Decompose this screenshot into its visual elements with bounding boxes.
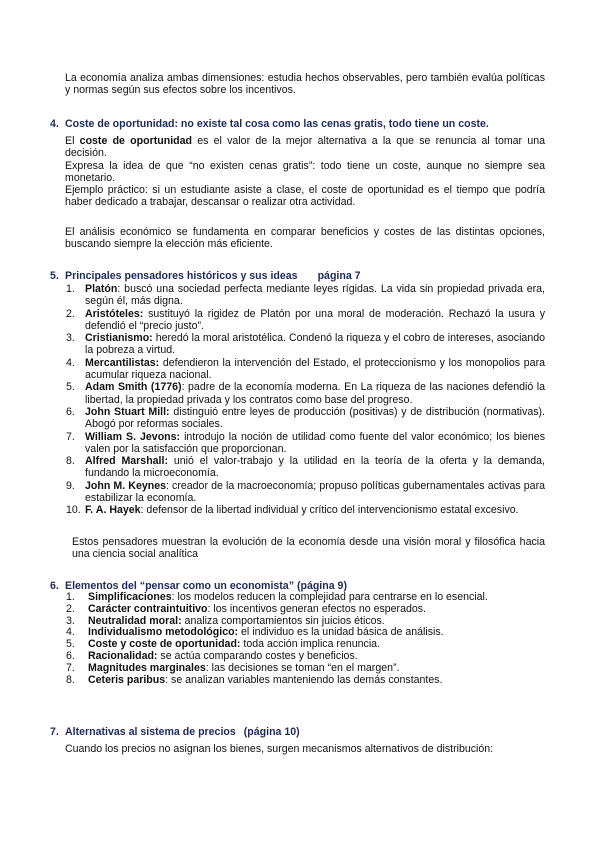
list-item-number: 1. [66,591,75,603]
section-4-paragraph-2: Expresa la idea de que “no existen cenas gratis”: todo tiene un coste, aunque no siempre sea monetario. [65,159,545,184]
list-item-description: defendieron la intervención del Estado, el proteccionismo y los monopolios para acumular riqueza nacional. [85,356,545,382]
thinkers-list [66,283,545,517]
list-item-number: 3. [66,332,75,345]
list-item-term: Carácter contraintuitivo [88,602,208,615]
section-7-paragraph-1: Cuando los precios no asignan los bienes, surgen mecanismos alternativos de distribución: [65,743,494,755]
list-item-number: 5. [66,638,75,651]
list-item-description: : los incentivos generan efectos no esperados. [207,602,427,615]
list-item [66,504,545,516]
list-item-number: 6. [66,649,75,662]
list-item-term: Ceteris paribus [88,673,166,686]
list-item-term: John Stuart Mill: [85,405,170,418]
list-item-number: 6. [66,405,75,418]
list-item [66,480,545,505]
list-item-term: Platón [85,283,118,295]
list-item-description: unió el valor-trabajo y la utilidad en la teoría de la oferta y la demanda, fundando la microeconomía. [85,455,545,480]
list-item-term: Coste y coste de oportunidad: [88,638,241,651]
section-4-paragraph-1 [65,135,545,160]
list-item-description: el individuo es la unidad básica de análisis. [238,626,444,639]
section-4-body [65,135,545,209]
intro-paragraph: La economía analiza ambas dimensiones: estudia hechos observables, pero también evalúa políticas y normas según sus efectos sobre los incentivos. [65,72,545,97]
list-item-description: analiza comportamientos sin juicios éticos. [181,614,385,627]
list-item-number: 10. [66,504,81,517]
list-item-text [85,332,545,357]
list-item-text [85,455,545,480]
section-5-number: 5. [50,270,59,282]
list-item-number: 7. [66,430,75,443]
list-item-description: : buscó una sociedad perfecta mediante leyes rígidas. La vida sin propiedad privada era, según él, más digna. [85,283,545,308]
section-7-heading [50,726,550,738]
list-item-description: : padre de la economía moderna. En La riqueza de las naciones defendió la libertad, la propiedad privada y los contratos como base del progreso. [85,381,545,406]
list-item [66,675,545,687]
term-coste-oportunidad: coste de oportunidad [79,135,192,147]
list-item-term: F. A. Hayek [85,504,141,517]
list-item-number: 7. [66,661,75,674]
list-item-text [85,406,545,431]
list-item [66,455,545,480]
list-item-term: William S. Jevons: [85,430,181,443]
list-item-number: 3. [66,614,75,627]
list-item-number: 9. [66,479,75,492]
list-item-text [85,381,545,406]
section-7-number: 7. [50,726,59,738]
list-item-description: : las decisiones se toman “en el margen”. [205,661,400,674]
list-item [66,283,545,308]
section-7-title: Alternativas al sistema de precios [65,726,236,738]
list-item-text [85,431,545,456]
list-item-term: Magnitudes marginales [88,661,206,674]
list-item-text [85,504,545,516]
list-item-number: 8. [66,673,75,686]
list-item-term: Mercantilistas: [85,356,160,369]
list-item-description: sustituyó la rigidez de Platón por una moral de moderación. Rechazó la usura y defendió el “precio justo”. [85,307,545,332]
section-4-number: 4. [50,118,59,130]
list-item-description: : defensor de la libertad individual y crítico del intervencionismo estatal excesivo. [140,504,519,517]
list-item-term: Neutralidad moral: [88,614,182,627]
list-item-text [85,308,545,333]
list-item-description: toda acción implica renuncia. [240,638,381,651]
list-item [66,431,545,456]
list-item-description: se actúa comparando costes y beneficios. [157,649,358,662]
list-item-term: Individualismo metodológico: [88,626,239,639]
section-6-title: Elementos del “pensar como un economista” (página 9) [65,580,347,592]
list-item-term: Racionalidad: [88,649,158,662]
list-item-number: 2. [66,307,75,320]
section-5-heading [50,270,550,282]
list-item-number: 4. [66,626,75,639]
section-4-paragraph-3: Ejemplo práctico: si un estudiante asiste a clase, el coste de oportunidad es el tiempo que podría haber dedicado a trabajar, descansar o realizar otra actividad. [65,184,545,209]
list-item-text [85,480,545,505]
list-item [66,381,545,406]
list-item [66,406,545,431]
list-item-description: heredó la moral aristotélica. Condenó la riqueza y el cobro de intereses, asociando la pobreza a virtud. [85,332,545,357]
list-item-text [85,357,545,382]
list-item [66,357,545,382]
list-item-description: : creador de la macroeconomía; propuso políticas gubernamentales activas para estabilizar la economía. [85,479,545,505]
list-item-term: John M. Keynes [85,479,166,492]
section-6-number: 6. [50,580,59,592]
section-5-page-ref: página 7 [317,270,361,282]
list-item-number: 2. [66,602,75,615]
list-item-term: Adam Smith (1776) [85,381,182,394]
list-item-description: : los modelos reducen la complejidad para centrarse en lo esencial. [171,591,488,603]
list-item-number: 5. [66,381,75,394]
economist-elements-list [66,592,545,686]
list-item-term: Aristóteles: [85,307,144,320]
list-item-number: 4. [66,356,75,369]
list-item-description: introdujo la noción de utilidad como fuente del valor económico; los bienes valen por la satisfacción que proporcionan. [85,430,545,455]
list-item-number: 1. [66,283,75,295]
list-item-term: Cristianismo: [85,332,153,345]
section-4-heading [50,118,550,130]
section-5-title: Principales pensadores históricos y sus ideas [65,270,298,282]
section-7-page-ref: (página 10) [243,726,300,738]
list-item-text [88,675,545,687]
p1-post: es el valor de la mejor alternativa a la que se renuncia al tomar una decisión. [65,135,546,160]
list-item-number: 8. [66,455,75,468]
list-item-term: Simplificaciones [88,591,172,603]
section-4-paragraph-4: El análisis económico se fundamenta en comparar beneficios y costes de las distintas opciones, buscando siempre la elección más eficiente. [65,226,545,251]
list-item-description: : se analizan variables manteniendo las demás constantes. [165,673,443,686]
p1-pre: El [65,135,80,147]
list-item-text [85,283,545,308]
section-5-closing: Estos pensadores muestran la evolución de la economía desde una visión moral y filosófica hacia una ciencia social analítica [72,536,545,561]
section-4-title: Coste de oportunidad: no existe tal cosa como las cenas gratis, todo tiene un coste. [65,118,489,130]
list-item [66,332,545,357]
list-item-description: distinguió entre leyes de producción (positivas) y de distribución (normativas). Abogó por reformas sociales. [85,405,545,431]
list-item-term: Alfred Marshall: [85,455,168,468]
list-item [66,308,545,333]
